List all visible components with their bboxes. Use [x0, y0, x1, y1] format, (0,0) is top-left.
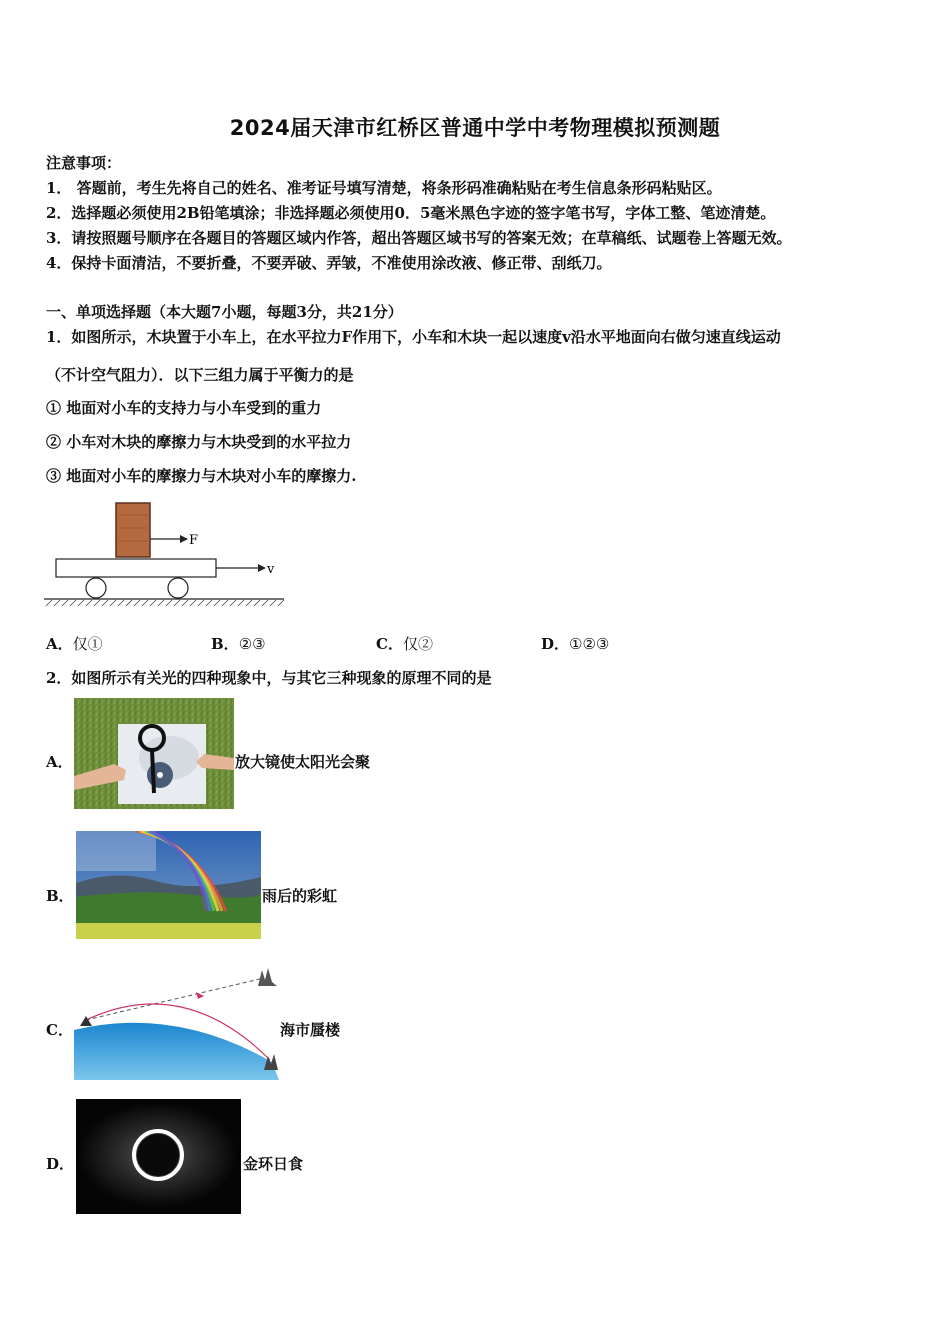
q1-stem-line1: 1．如图所示，木块置于小车上，在水平拉力F作用下，小车和木块一起以速度v沿水平地面向右做匀速直线运动: [46, 328, 781, 346]
cart-block-figure: [40, 495, 290, 615]
q1-statement-2: ② 小车对木块的摩擦力与木块受到的水平拉力: [46, 433, 352, 451]
q1-option-a-letter: A．: [46, 635, 73, 653]
q2-stem: 2．如图所示有关光的四种现象中，与其它三种现象的原理不同的是: [46, 669, 492, 687]
q1-option-d-text: ①②③: [569, 635, 610, 653]
notice-heading: 注意事项：: [46, 154, 122, 172]
q1-option-a-text: 仅①: [72, 635, 103, 653]
notice-item-4: 4．保持卡面清洁，不要折叠，不要弄破、弄皱，不准使用涂改液、修正带、刮纸刀。: [46, 254, 612, 272]
q2-option-c-caption: 海市蜃楼: [280, 1021, 341, 1039]
q1-stem-line2: （不计空气阻力）．以下三组力属于平衡力的是: [46, 366, 354, 384]
q1-option-a[interactable]: [46, 633, 103, 654]
q1-option-b-letter: B．: [211, 635, 239, 653]
q2-option-a-letter[interactable]: A．: [46, 753, 73, 771]
q1-option-d-letter: D．: [541, 635, 570, 653]
mirage-diagram: [74, 966, 279, 1080]
q2-option-a-caption: 放大镜使太阳光会聚: [235, 753, 371, 771]
ground-hatching: [46, 600, 284, 606]
cart-body: [56, 559, 216, 577]
force-label: F: [189, 533, 199, 548]
q1-option-b[interactable]: [211, 633, 266, 654]
q2-option-d-caption: 金环日食: [243, 1155, 304, 1173]
rainbow-photo: [76, 831, 261, 939]
q1-statement-1: ① 地面对小车的支持力与小车受到的重力: [46, 399, 322, 417]
q1-option-c-letter: C．: [376, 635, 403, 653]
cart-wheel-right: [168, 578, 188, 598]
velocity-label: v: [267, 562, 275, 577]
q1-option-c-text: 仅②: [402, 635, 433, 653]
notice-item-1: 1． 答题前，考生先将自己的姓名、准考证号填写清楚，将条形码准确粘贴在考生信息条形码粘贴区。: [46, 179, 722, 197]
wooden-block: [116, 503, 150, 557]
q2-option-b-caption: 雨后的彩虹: [262, 887, 338, 905]
q1-option-c[interactable]: [376, 633, 433, 654]
annular-eclipse-photo: [76, 1099, 241, 1214]
page-title: 2024届天津市红桥区普通中学中考物理模拟预测题: [229, 116, 721, 140]
q2-option-c-letter[interactable]: C．: [46, 1021, 73, 1039]
q2-option-b-letter[interactable]: B．: [46, 887, 74, 905]
q1-option-b-text: ②③: [238, 635, 266, 653]
magnifier-photo: [74, 698, 234, 809]
cart-wheel-left: [86, 578, 106, 598]
section-heading: 一、单项选择题（本大题7小题，每题3分，共21分）: [46, 303, 403, 321]
notice-item-3: 3．请按照题号顺序在各题目的答题区域内作答，超出答题区域书写的答案无效；在草稿纸、试题卷上答题无效。: [46, 229, 792, 247]
q1-statement-3: ③ 地面对小车的摩擦力与木块对小车的摩擦力.: [46, 467, 357, 485]
notice-item-2: 2．选择题必须使用2B铅笔填涂；非选择题必须使用0．5毫米黑色字迹的签字笔书写，字体工整、笔迹清楚。: [46, 204, 776, 222]
q1-option-d[interactable]: [541, 633, 609, 654]
q2-option-d-letter[interactable]: D．: [46, 1155, 75, 1173]
